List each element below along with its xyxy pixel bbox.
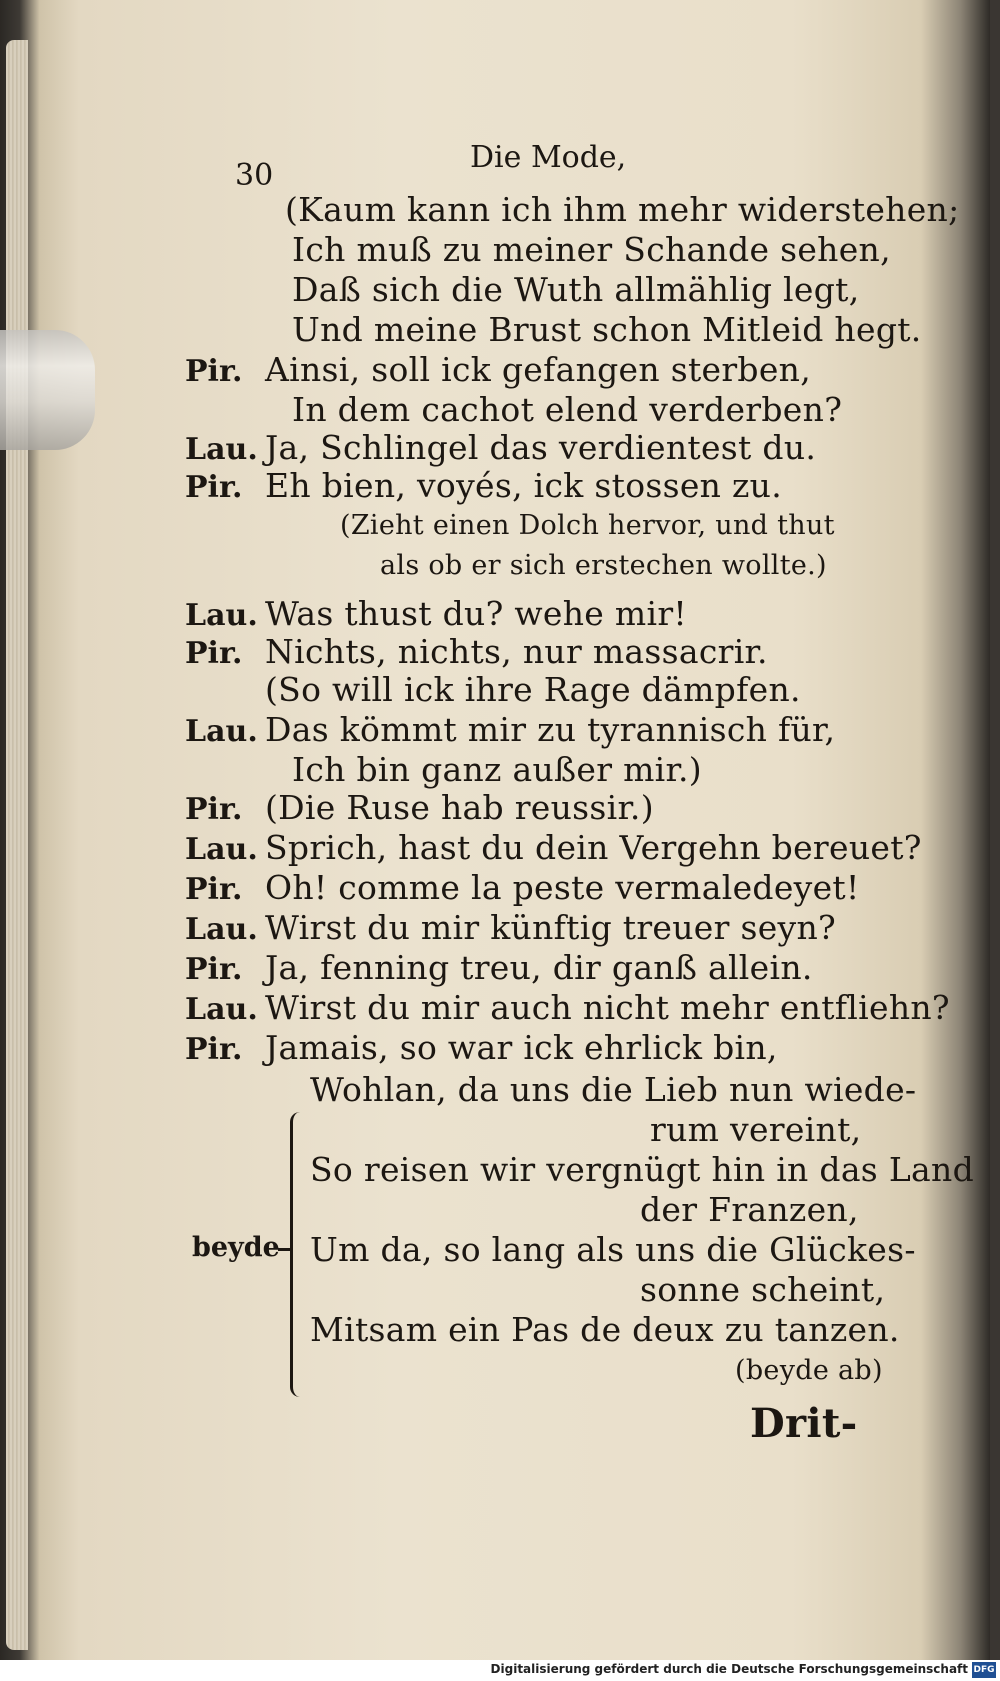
- text-line: Wohlan, da uns die Lieb nun wiede-: [310, 1070, 917, 1109]
- speaker-label: Pir.: [185, 1032, 243, 1067]
- text-line: Um da, so lang als uns die Glückes-: [310, 1230, 916, 1269]
- speaker-label: Pir.: [185, 872, 243, 907]
- text-line: Ich muß zu meiner Schande sehen,: [292, 230, 891, 269]
- speaker-label: Lau.: [185, 714, 258, 749]
- speaker-label-together: beyde: [192, 1232, 280, 1263]
- dfg-logo: DFG: [972, 1662, 996, 1678]
- text-line: Wirst du mir auch nicht mehr entfliehn?: [265, 988, 950, 1027]
- speaker-label: Lau.: [185, 598, 258, 633]
- text-line: (Kaum kann ich ihm mehr widerstehen;: [285, 190, 960, 229]
- speaker-label: Pir.: [185, 354, 243, 389]
- brace-bracket: [290, 1112, 305, 1397]
- text-line: Mitsam ein Pas de deux zu tanzen.: [310, 1310, 900, 1349]
- running-title: Die Mode,: [470, 140, 627, 175]
- page-edges: [6, 40, 28, 1650]
- text-line: Eh bien, voyés, ick stossen zu.: [265, 466, 783, 505]
- text-line: Ainsi, soll ick gefangen sterben,: [265, 350, 812, 389]
- text-line: Daß sich die Wuth allmählig legt,: [292, 270, 860, 309]
- text-line: Was thust du? wehe mir!: [265, 594, 687, 633]
- text-line: Ja, fenning treu, dir ganß allein.: [265, 948, 813, 987]
- speaker-label: Lau.: [185, 992, 258, 1027]
- speaker-label: Pir.: [185, 470, 243, 505]
- speaker-label: Pir.: [185, 792, 243, 827]
- speaker-label: Lau.: [185, 912, 258, 947]
- speaker-label: Lau.: [185, 832, 258, 867]
- text-line: Sprich, hast du dein Vergehn bereuet?: [265, 828, 922, 867]
- text-line: Nichts, nichts, nur massacrir.: [265, 632, 768, 671]
- speaker-label: Pir.: [185, 636, 243, 671]
- text-line: Das kömmt mir zu tyrannisch für,: [265, 710, 836, 749]
- text-line: So reisen wir vergnügt hin in das Land: [310, 1150, 974, 1189]
- text-line: Oh! comme la peste vermaledeyet!: [265, 868, 860, 907]
- footer-credit: Digitalisierung gefördert durch die Deutsche Forschungsgemeinschaft: [490, 1662, 968, 1676]
- text-line: der Franzen,: [640, 1190, 859, 1229]
- brace-point: [278, 1248, 292, 1251]
- text-line: Ja, Schlingel das verdientest du.: [265, 428, 817, 467]
- catchword: Drit-: [750, 1400, 858, 1447]
- text-line: (So will ick ihre Rage dämpfen.: [265, 670, 801, 709]
- text-line: Ich bin ganz außer mir.): [292, 750, 702, 789]
- page-number: 30: [235, 158, 274, 193]
- speaker-label: Pir.: [185, 952, 243, 987]
- text-line: In dem cachot elend verderben?: [292, 390, 843, 429]
- stage-direction: als ob er sich erstechen wollte.): [380, 550, 827, 581]
- text-line: sonne scheint,: [640, 1270, 886, 1309]
- text-line: rum vereint,: [650, 1110, 862, 1149]
- book-page: [30, 40, 974, 1655]
- text-line: Jamais, so war ick ehrlick bin,: [265, 1028, 778, 1067]
- speaker-label: Lau.: [185, 432, 258, 467]
- text-line: Wirst du mir künftig treuer seyn?: [265, 908, 837, 947]
- stage-exit: (beyde ab): [735, 1355, 883, 1386]
- text-line: Und meine Brust schon Mitleid hegt.: [292, 310, 922, 349]
- text-line: (Die Ruse hab reussir.): [265, 788, 654, 827]
- stage-direction: (Zieht einen Dolch hervor, und thut: [340, 510, 835, 541]
- footer-bar: [0, 1660, 1000, 1681]
